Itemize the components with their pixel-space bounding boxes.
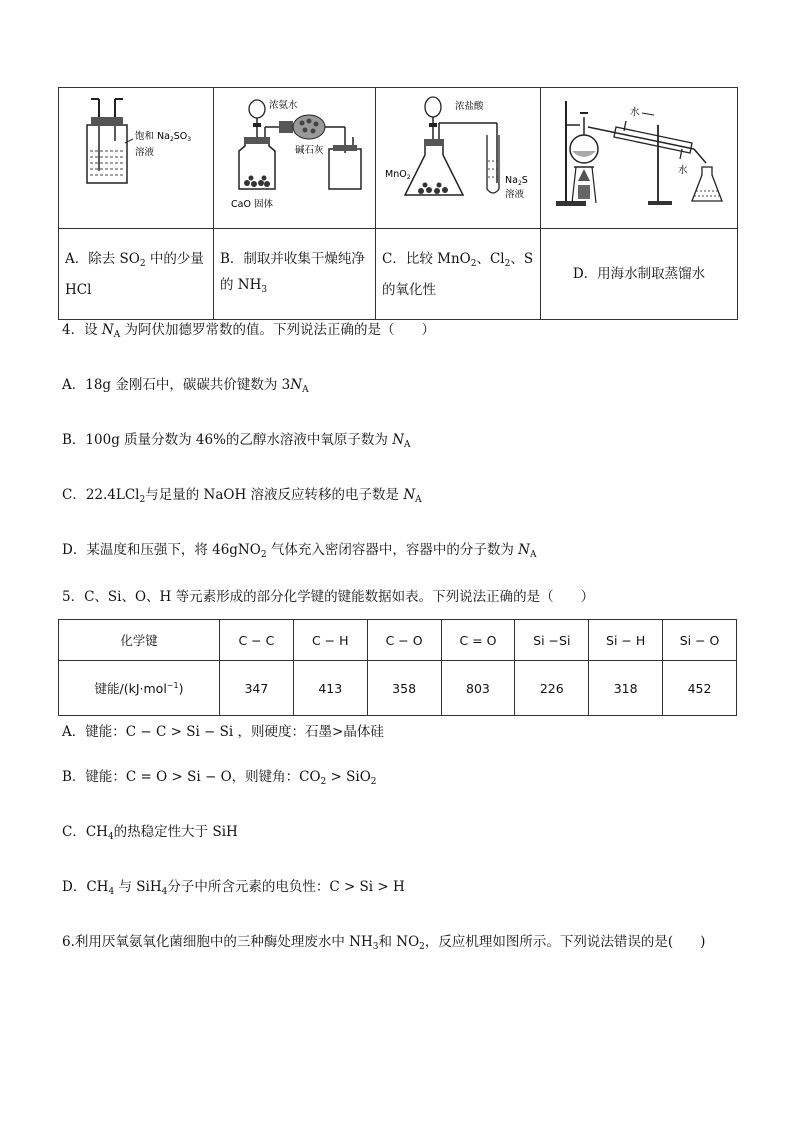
caption-d: D．用海水制取蒸馏水 [541,229,738,320]
bond-cell: C − C [220,620,294,661]
q5-option-d: D．$CH_4$ 与 SiH$_4$分子中所含元素的电负性：C > Si > H [62,879,405,897]
svg-text:饱和 Na2SO3: 饱和 $Na_2SO_3$ [135,131,192,143]
energy-cell: 358 [367,661,441,716]
apparatus-c-cell [376,88,541,229]
apparatus-d-cell [541,88,738,229]
svg-text:碱石灰: 碱石灰 [295,145,324,156]
chlorine-prep-diagram [379,91,537,221]
bond-cell: Si −Si [515,620,589,661]
distillation-diagram [544,91,734,221]
apparatus-table [58,87,738,320]
caption-b: B．制取并收集干燥纯净 的 $NH_3$ [214,229,376,320]
bond-header-cell: 化学键 [59,620,220,661]
bond-cell: C = O [441,620,515,661]
caption-a: A．除去 $SO_2$ 中的少量 HCl [59,229,214,320]
q4-option-b: B．100g 质量分数为 46%的乙醇水溶液中氧原子数为 $N_A$ [62,432,411,450]
energy-cell: 347 [220,661,294,716]
energy-cell: 803 [441,661,515,716]
q6-stem: 6.利用厌氧氨氧化菌细胞中的三种酶处理废水中 $NH_3$和 $NO_2$，反应机理如图所示。下列说法错误的是( ) [62,934,706,952]
energy-header-cell: 键能/(kJ·mol$^{-1}$) [59,661,220,716]
apparatus-b-cell [214,88,376,229]
q4-option-a: A．18g 金刚石中，碳碳共价键数为 $3N_A$ [62,377,309,395]
q4-option-c: C．22.4LCl$_2$与足量的 NaOH 溶液反应转移的电子数是 $N_A$ [62,487,422,505]
bond-cell: Si − O [663,620,737,661]
bond-cell: C − H [293,620,367,661]
q5-option-b: B．键能：C = O > Si − O，则键角：$CO_2 > SiO_2$ [62,769,377,787]
svg-text:浓盐酸: 浓盐酸 [455,101,484,112]
svg-text:Na2S: $Na_2S$ [505,175,528,187]
svg-text:溶液: 溶液 [505,189,525,200]
q5-stem: 5．C、Si、O、H 等元素形成的部分化学键的键能数据如表。下列说法正确的是（ ） [62,589,595,605]
energy-cell: 318 [589,661,663,716]
svg-text:水: 水 [630,107,640,118]
bond-energy-table [58,619,737,716]
energy-cell: 226 [515,661,589,716]
caption-c: C．比较 MnO$_2$、$Cl_2$、S 的氧化性 [376,229,541,320]
svg-text:CaO 固体: CaO 固体 [231,199,273,210]
apparatus-a-cell [59,88,214,229]
gas-washing-bottle-diagram [61,91,211,221]
q5-option-c: C．$CH_4$的热稳定性大于 SiH [62,824,238,842]
q4-stem: 4．设 $N_A$ 为阿伏加德罗常数的值。下列说法正确的是（ ） [62,322,435,340]
bond-cell: C − O [367,620,441,661]
bond-cell: Si − H [589,620,663,661]
energy-cell: 413 [293,661,367,716]
svg-text:水: 水 [678,165,688,176]
ammonia-prep-diagram [217,91,372,221]
svg-text:MnO2: MnO$_2$ [385,169,411,181]
svg-text:浓氨水: 浓氨水 [269,100,298,111]
svg-text:溶液: 溶液 [135,147,155,158]
q5-option-a: A．键能：C − C > Si − Si ，则硬度：石墨>晶体硅 [62,724,384,740]
energy-cell: 452 [663,661,737,716]
q4-option-d: D．某温度和压强下，将 46gNO$_2$ 气体充入密闭容器中，容器中的分子数为 $N_A$ [62,542,537,560]
